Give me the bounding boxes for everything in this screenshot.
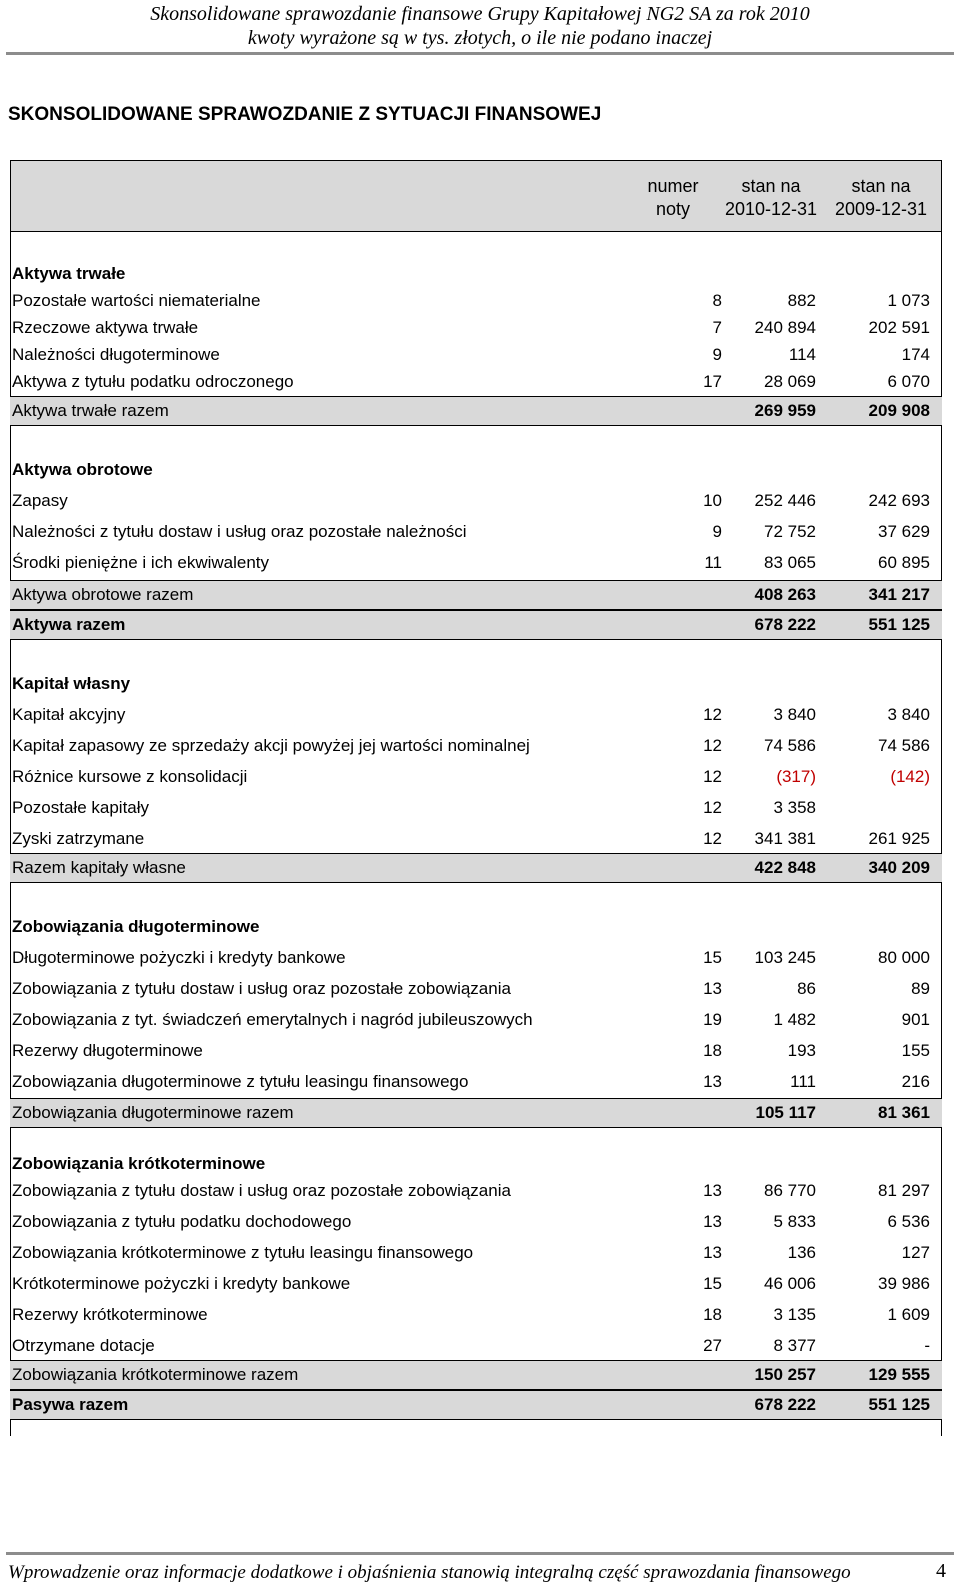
row-value-2010: 193 <box>787 1041 816 1060</box>
row-value-2009: 81 361 <box>878 1103 930 1122</box>
row-value-2010: 5 833 <box>773 1212 816 1231</box>
row-label: Zobowiązania z tyt. świadczeń emerytalnych i nagród jubileuszowych <box>12 1010 533 1029</box>
row-label: Aktywa trwałe <box>12 264 126 283</box>
row-note: 9 <box>712 522 722 541</box>
table-row <box>10 1037 942 1065</box>
table-row <box>10 1301 942 1329</box>
row-value-2009: 6 536 <box>887 1212 930 1231</box>
row-value-2010: 341 381 <box>754 829 816 848</box>
row-note: 11 <box>704 553 722 572</box>
row-label: Należności długoterminowe <box>12 345 220 364</box>
table-row <box>10 1332 942 1360</box>
table-row <box>10 1006 942 1034</box>
row-value-2009: 37 629 <box>878 522 930 541</box>
row-value-2010: 103 245 <box>754 948 816 967</box>
row-value-2010: 114 <box>788 345 816 364</box>
section-zobowiazania-dlugoterminowe <box>10 913 942 941</box>
table-row <box>10 518 942 546</box>
row-label: Środki pieniężne i ich ekwiwalenty <box>12 553 270 572</box>
row-note: 10 <box>703 491 722 510</box>
total-row <box>10 1098 942 1128</box>
row-label: Aktywa z tytułu podatku odroczonego <box>12 372 294 391</box>
section-aktywa-obrotowe <box>10 456 942 484</box>
table-row <box>10 1177 942 1205</box>
row-value-2010: 3 840 <box>773 705 816 724</box>
row-value-2009: 242 693 <box>868 491 930 510</box>
row-note: 15 <box>703 948 722 967</box>
row-value-2009: 129 555 <box>868 1365 930 1384</box>
row-value-2010: 86 770 <box>764 1181 816 1200</box>
row-value-2010: 678 222 <box>754 615 816 634</box>
row-note: 18 <box>703 1305 722 1324</box>
section-zobowiazania-krotkoterminowe <box>10 1150 942 1178</box>
table-row <box>10 701 942 729</box>
row-value-2010: 74 586 <box>764 736 816 755</box>
row-value-2009: - <box>924 1336 930 1355</box>
row-value-2009: 551 125 <box>868 615 930 634</box>
row-value-2009: 6 070 <box>887 372 930 391</box>
row-value-2010: 86 <box>797 979 816 998</box>
row-note: 8 <box>712 291 722 310</box>
table-row <box>10 368 942 396</box>
row-label: Zobowiązania krótkoterminowe <box>12 1154 266 1173</box>
row-value-2010: 252 446 <box>754 491 816 510</box>
table-row <box>10 1208 942 1236</box>
row-label: Pasywa razem <box>12 1395 129 1414</box>
col-note-line2: noty <box>655 199 691 219</box>
row-note: 13 <box>703 979 722 998</box>
page-title: SKONSOLIDOWANE SPRAWOZDANIE Z SYTUACJI FINANSOWEJ <box>8 104 602 125</box>
row-note: 9 <box>712 345 722 364</box>
row-value-2010: 3 135 <box>773 1305 816 1324</box>
row-label: Rezerwy krótkoterminowe <box>12 1305 208 1324</box>
row-label: Krótkoterminowe pożyczki i kredyty bankowe <box>12 1274 351 1293</box>
col-2009-header <box>831 175 931 221</box>
section-aktywa-trwale <box>10 260 942 288</box>
row-value-2010: 240 894 <box>754 318 816 337</box>
row-label: Aktywa obrotowe <box>12 460 153 479</box>
row-note: 13 <box>703 1072 722 1091</box>
row-value-2010: 1 482 <box>773 1010 816 1029</box>
row-value-2009: 89 <box>911 979 930 998</box>
row-value-2010: 136 <box>787 1243 816 1262</box>
row-label: Długoterminowe pożyczki i kredyty bankowe <box>12 948 346 967</box>
row-value-2009: 74 586 <box>878 736 930 755</box>
row-value-2009: 60 895 <box>878 553 930 572</box>
row-label: Należności z tytułu dostaw i usług oraz pozostałe należności <box>12 522 467 541</box>
row-note: 13 <box>703 1243 722 1262</box>
row-note: 13 <box>703 1181 722 1200</box>
row-label: Otrzymane dotacje <box>12 1336 155 1355</box>
col-note-header <box>633 175 713 221</box>
row-label: Zobowiązania długoterminowe <box>12 917 260 936</box>
row-value-2009: 551 125 <box>868 1395 930 1414</box>
row-note: 27 <box>703 1336 722 1355</box>
row-value-2009: 216 <box>901 1072 930 1091</box>
row-value-2010: 28 069 <box>764 372 816 391</box>
total-row <box>10 580 942 610</box>
grand-total-row <box>10 1390 942 1420</box>
row-value-2009: 261 925 <box>868 829 930 848</box>
row-note: 19 <box>703 1010 722 1029</box>
footer-note: Wprowadzenie oraz informacje dodatkowe i objaśnienia stanowią integralną część sprawozdania finansowego <box>8 1562 851 1583</box>
grand-total-row <box>10 610 942 640</box>
col-2010-line2: 2010-12-31 <box>724 199 818 219</box>
row-value-2009: 174 <box>901 345 930 364</box>
row-label: Zobowiązania z tytułu dostaw i usług oraz pozostałe zobowiązania <box>12 1181 511 1200</box>
total-row <box>10 853 942 883</box>
row-note: 15 <box>703 1274 722 1293</box>
row-label: Pozostałe wartości niematerialne <box>12 291 261 310</box>
row-value-2009: 80 000 <box>878 948 930 967</box>
header-title: Skonsolidowane sprawozdanie finansowe Grupy Kapitałowej NG2 SA za rok 2010 <box>150 3 810 25</box>
section-kapital-wlasny <box>10 670 942 698</box>
row-value-2009: 3 840 <box>887 705 930 724</box>
row-label: Zobowiązania z tytułu dostaw i usług oraz pozostałe zobowiązania <box>12 979 511 998</box>
table-header <box>10 160 942 232</box>
row-label: Pozostałe kapitały <box>12 798 150 817</box>
total-row <box>10 1360 942 1390</box>
row-value-2009: 39 986 <box>878 1274 930 1293</box>
row-value-2010: 8 377 <box>773 1336 816 1355</box>
row-label: Aktywa trwałe razem <box>12 401 169 420</box>
table-row <box>10 314 942 342</box>
col-note-line1: numer <box>647 176 699 196</box>
row-value-2010: 422 848 <box>754 858 816 877</box>
row-label: Rezerwy długoterminowe <box>12 1041 203 1060</box>
row-value-2009: 1 609 <box>887 1305 930 1324</box>
table-row <box>10 825 942 853</box>
row-value-2009: 127 <box>901 1243 930 1262</box>
table-row <box>10 287 942 315</box>
row-value-2010: 105 117 <box>755 1103 816 1122</box>
row-label: Zapasy <box>12 491 68 510</box>
row-value-2009: 341 217 <box>868 585 930 604</box>
row-value-2010: (317) <box>776 767 816 786</box>
header-divider <box>6 52 954 55</box>
row-label: Razem kapitały własne <box>12 858 186 877</box>
row-value-2010: 3 358 <box>773 798 816 817</box>
table-row <box>10 341 942 369</box>
row-label: Kapitał zapasowy ze sprzedaży akcji powyżej jej wartości nominalnej <box>12 736 530 755</box>
table-row <box>10 1270 942 1298</box>
row-value-2009: (142) <box>890 767 930 786</box>
row-note: 12 <box>703 798 722 817</box>
row-value-2009: 901 <box>901 1010 930 1029</box>
row-value-2010: 111 <box>790 1072 816 1091</box>
row-value-2009: 202 591 <box>868 318 930 337</box>
row-value-2010: 83 065 <box>764 553 816 572</box>
row-label: Różnice kursowe z konsolidacji <box>12 767 248 786</box>
row-label: Zobowiązania długoterminowe razem <box>12 1103 294 1122</box>
row-value-2010: 269 959 <box>754 401 816 420</box>
row-label: Zobowiązania krótkoterminowe razem <box>12 1365 299 1384</box>
footer-divider <box>6 1552 954 1555</box>
row-label: Rzeczowe aktywa trwałe <box>12 318 199 337</box>
row-value-2010: 46 006 <box>764 1274 816 1293</box>
row-value-2009: 1 073 <box>887 291 930 310</box>
page-number: 4 <box>936 1560 946 1582</box>
row-label: Zobowiązania krótkoterminowe z tytułu leasingu finansowego <box>12 1243 474 1262</box>
row-note: 18 <box>703 1041 722 1060</box>
table-row <box>10 944 942 972</box>
row-label: Aktywa obrotowe razem <box>12 585 194 604</box>
row-note: 12 <box>703 829 722 848</box>
table-row <box>10 975 942 1003</box>
col-2009-line1: stan na <box>851 176 911 196</box>
row-note: 13 <box>703 1212 722 1231</box>
table-row <box>10 487 942 515</box>
row-label: Aktywa razem <box>12 615 126 634</box>
row-value-2009: 81 297 <box>878 1181 930 1200</box>
row-note: 7 <box>712 318 722 337</box>
row-value-2010: 882 <box>787 291 816 310</box>
row-label: Zobowiązania z tytułu podatku dochodowego <box>12 1212 352 1231</box>
total-row <box>10 396 942 426</box>
col-2009-line2: 2009-12-31 <box>834 199 928 219</box>
row-value-2009: 155 <box>901 1041 930 1060</box>
row-note: 12 <box>703 767 722 786</box>
table-row <box>10 732 942 760</box>
row-note: 17 <box>703 372 722 391</box>
row-label: Zobowiązania długoterminowe z tytułu leasingu finansowego <box>12 1072 469 1091</box>
table-row <box>10 1068 942 1096</box>
row-value-2009: 340 209 <box>868 858 930 877</box>
table-row <box>10 794 942 822</box>
table-row <box>10 763 942 791</box>
row-value-2010: 150 257 <box>754 1365 816 1384</box>
row-label: Kapitał własny <box>12 674 131 693</box>
row-value-2010: 72 752 <box>764 522 816 541</box>
row-note: 12 <box>703 736 722 755</box>
row-label: Zyski zatrzymane <box>12 829 145 848</box>
col-2010-line1: stan na <box>741 176 801 196</box>
table-row <box>10 549 942 577</box>
col-2010-header <box>721 175 821 221</box>
header-subtitle: kwoty wyrażone są w tys. złotych, o ile nie podano inaczej <box>247 27 713 49</box>
row-value-2009: 209 908 <box>868 401 930 420</box>
row-label: Kapitał akcyjny <box>12 705 126 724</box>
table-row <box>10 1239 942 1267</box>
row-value-2010: 408 263 <box>754 585 816 604</box>
row-note: 12 <box>703 705 722 724</box>
row-value-2010: 678 222 <box>754 1395 816 1414</box>
